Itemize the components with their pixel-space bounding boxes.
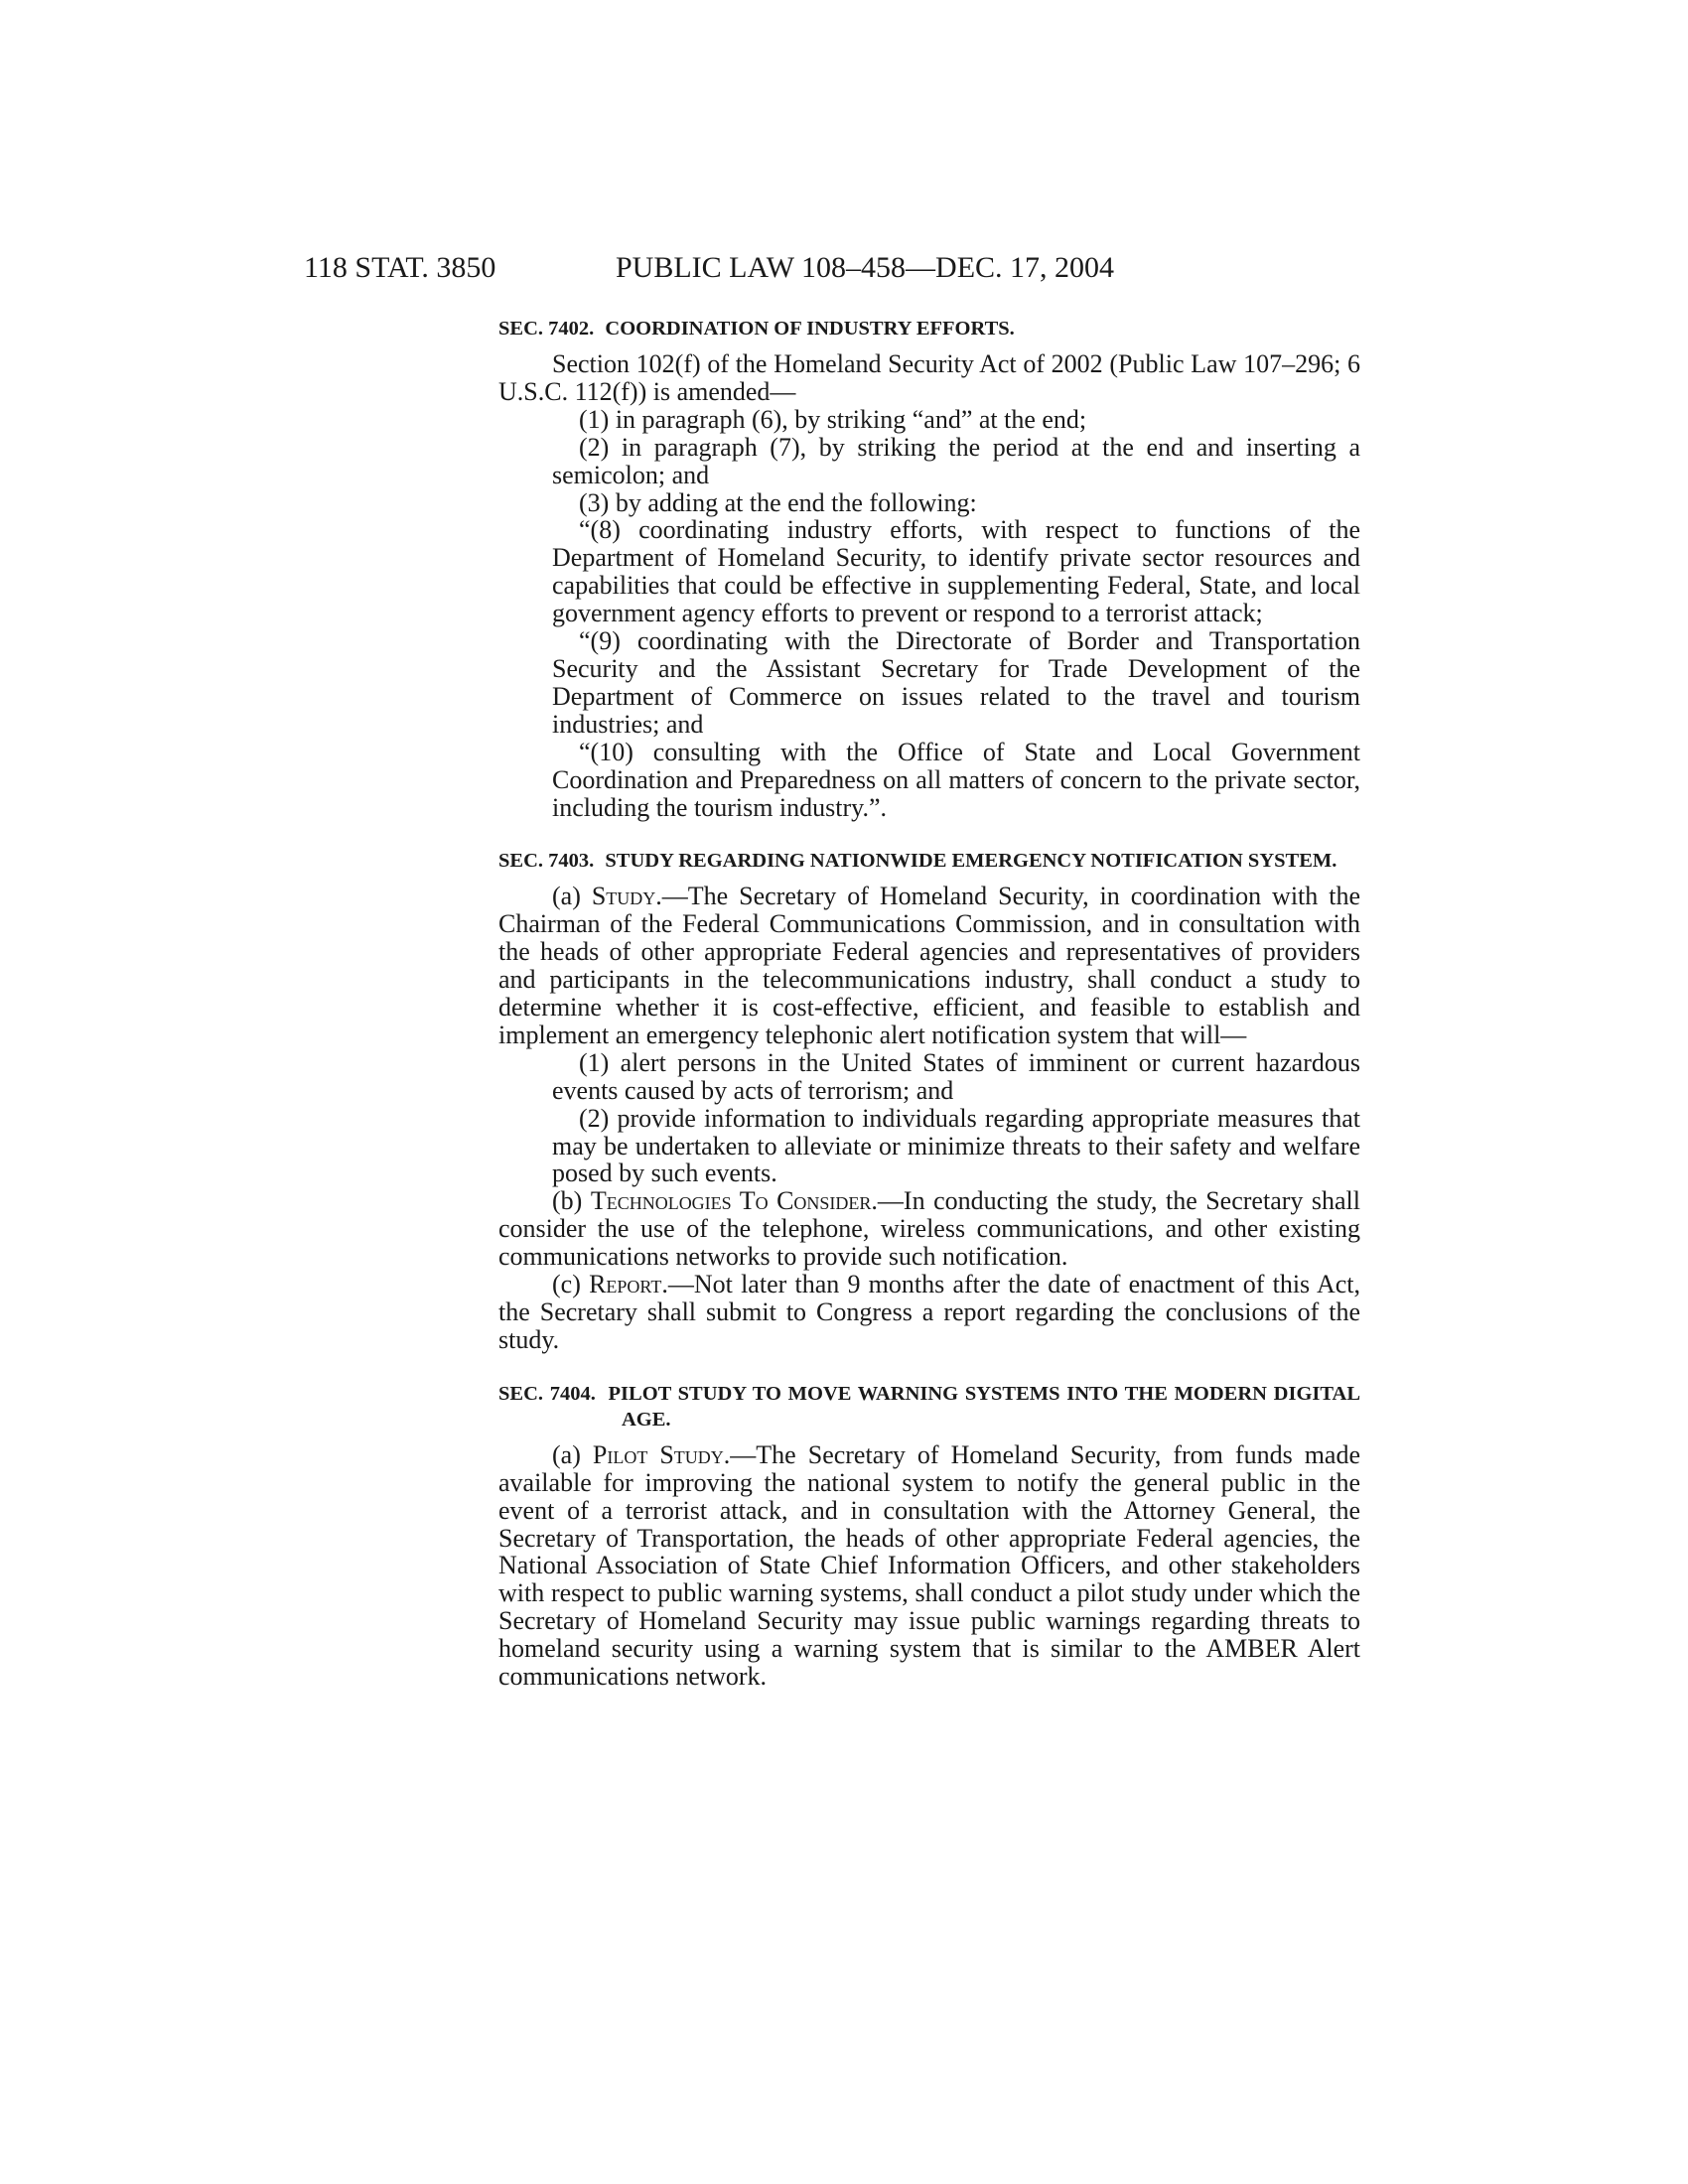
statute-reference: 118 STAT. 3850 xyxy=(304,251,496,284)
paragraph: “(8) coordinating industry efforts, with respect to functions of the Department of Homeland Security, to identify private sector resources and capabilities that could be effective in supplementing Federal, State, and local government agency efforts to prevent or respond to a terrorist attack; xyxy=(552,515,1360,628)
section-7402 xyxy=(498,316,1360,821)
section-heading xyxy=(498,316,1360,341)
subsection-heading: Study xyxy=(591,882,656,911)
section-heading xyxy=(498,848,1360,874)
section-title: STUDY REGARDING NATIONWIDE EMERGENCY NOTIFICATION SYSTEM. xyxy=(605,850,1337,873)
subsection-b xyxy=(498,1187,1360,1271)
public-law-reference: PUBLIC LAW 108–458—DEC. 17, 2004 xyxy=(616,251,1115,284)
subsection-text: .—The Secretary of Homeland Security, from funds made available for improving the national system to notify the general public in the event of a terrorist attack, and in consultation with the Attorney General, the Secretary of Transportation, the heads of other appropriate Federal agencies, the National Association of State Chief Information Officers, and other stakeholders with respect to public warning systems, shall conduct a pilot study under which the Secretary of Homeland Security may issue public warnings regarding threats to homeland security using a warning system that is similar to the AMBER Alert communications network. xyxy=(498,1439,1361,1692)
section-7404 xyxy=(498,1381,1360,1691)
subsection-text: .—In conducting the study, the Secretary shall consider the use of the telephone, wireless communications, and other existing communications networks to provide such notification. xyxy=(498,1186,1360,1272)
subsection-text: .—The Secretary of Homeland Security, in coordination with the Chairman of the Federal Communications Commission, and in consultation with the heads of other appropriate Federal agencies and representatives of providers and participants in the telecommunications industry, shall conduct a study to determine whether it is cost-effective, efficient, and feasible to establish and implement an emergency telephonic alert notification system that will— xyxy=(498,882,1360,1049)
subsection-heading: Pilot Study xyxy=(592,1439,724,1469)
section-title: PILOT STUDY TO MOVE WARNING SYSTEMS INTO THE MODERN DIGITAL AGE. xyxy=(608,1382,1360,1431)
subsection-a xyxy=(498,883,1360,1048)
paragraph: “(9) coordinating with the Directorate of Border and Transportation Security and the Assistant Secretary for Trade Development of the Department of Commerce on issues related to the travel and tourism industries; and xyxy=(552,626,1360,739)
subsection-heading: Report xyxy=(589,1270,662,1299)
running-header xyxy=(304,248,1217,288)
document-body xyxy=(498,316,1360,1691)
paragraph: (2) in paragraph (7), by striking the period at the end and inserting a semicolon; and xyxy=(552,432,1360,489)
section-title: COORDINATION OF INDUSTRY EFFORTS. xyxy=(605,318,1015,340)
paragraph: “(10) consulting with the Office of State and Local Government Coordination and Preparedness on all matters of concern to the private sector, including the tourism industry.”. xyxy=(552,737,1360,822)
paragraph: (3) by adding at the end the following: xyxy=(579,487,977,517)
section-number: SEC. 7402. xyxy=(498,318,595,340)
subsection-text: .—Not later than 9 months after the date of enactment of this Act, the Secretary shall submit to Congress a report regarding the conclusions of the study. xyxy=(498,1270,1360,1354)
subsection-a xyxy=(498,1441,1360,1691)
subsection-label: (a) xyxy=(552,1439,593,1469)
section-number: SEC. 7404. xyxy=(498,1382,596,1405)
section-number: SEC. 7403. xyxy=(498,850,595,873)
paragraph: Section 102(f) of the Homeland Security Act of 2002 (Public Law 107–296; 6 U.S.C. 112(f)) is amended— xyxy=(498,349,1360,406)
paragraph: (2) provide information to individuals regarding appropriate measures that may be undertaken to alleviate or minimize threats to their safety and welfare posed by such events. xyxy=(552,1103,1360,1188)
subsection-label: (c) xyxy=(552,1270,590,1299)
paragraph: (1) in paragraph (6), by striking “and” at the end; xyxy=(579,404,1087,434)
section-7403 xyxy=(498,848,1360,1353)
paragraph: (1) alert persons in the United States of imminent or current hazardous events caused by acts of terrorism; and xyxy=(552,1047,1360,1105)
subsection-c xyxy=(498,1271,1360,1354)
subsection-heading: Technologies To Consider xyxy=(590,1186,872,1216)
subsection-label: (b) xyxy=(552,1186,591,1216)
section-heading xyxy=(498,1381,1360,1433)
subsection-label: (a) xyxy=(552,882,592,911)
